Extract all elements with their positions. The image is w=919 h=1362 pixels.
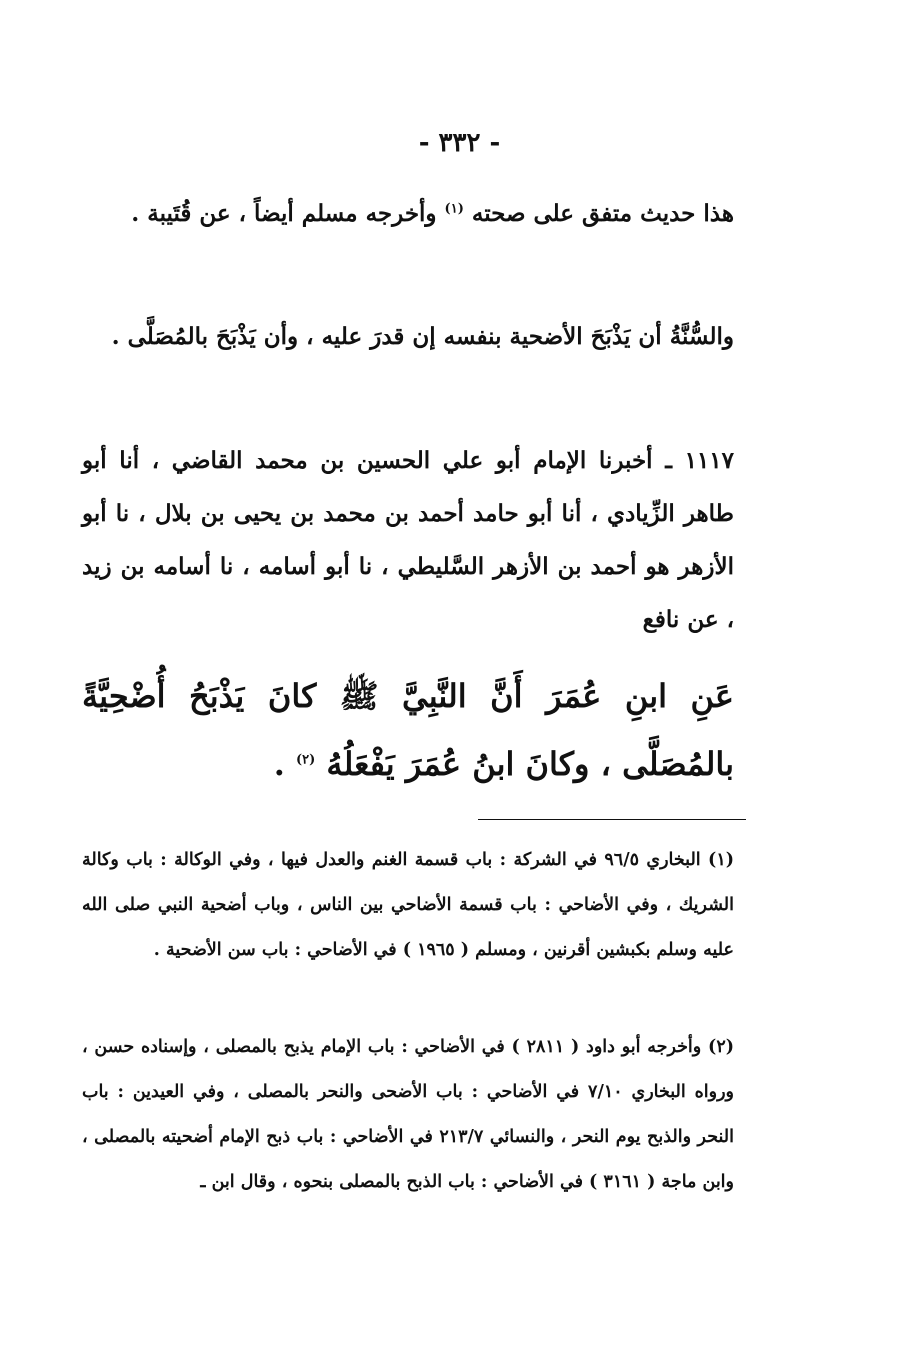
hadith-text: عَنِ ابنِ عُمَرَ أَنَّ النَّبِيَّ ﷺ كانَ يَذْبَحُ أُضْحِيَّةً بالمُصَلَّى ، وكانَ ابنُ عُمَرَ يَفْعَلُهُ xyxy=(82,677,734,783)
footnote-2-text: (٢) وأخرجه أبو داود ( ٢٨١١ ) في الأضاحي : باب الإمام يذبح بالمصلى ، وإسناده حسن ، ورواه البخاري ٧/١٠ في الأضاحي : باب الأضحى والنحر بالمصلى ، وفي العيدين : باب النحر والذبح يوم النحر ، والنسائي ٢١٣/٧ في الأضاحي : باب ذبح الإمام أضحيته بالمصلى ، وابن ماجة ( ٣١٦١ ) في الأضاحي : باب الذبح بالمصلى بنحوه ، وقال ابن ـ xyxy=(82,1037,735,1192)
paragraph-sunnah xyxy=(82,306,734,368)
paragraph-hadith-note xyxy=(82,186,734,241)
footnote-1 xyxy=(82,838,734,973)
footnote-2 xyxy=(82,1025,734,1205)
footnote-marker-1: (١) xyxy=(444,201,464,217)
paragraph-3-text: ١١١٧ ـ أخبرنا الإمام أبو علي الحسين بن محمد القاضي ، أنا أبو طاهر الزِّيادي ، أنا أبو حامد أحمد بن محمد بن يحيى بن بلال ، نا أبو الأزهر هو أحمد بن الأزهر السَّليطي ، نا أبو أسامه ، نا أسامه بن زيد ، عن نافع xyxy=(82,447,734,633)
hadith-text-block xyxy=(82,662,734,798)
page-number: - ٣٣٢ - xyxy=(418,128,501,158)
footnote-divider xyxy=(478,819,746,820)
footnote-marker-2: (٢) xyxy=(295,752,316,768)
hadith-end: . xyxy=(273,745,285,783)
paragraph-1-text: هذا حديث متفق على صحته xyxy=(471,200,734,227)
paragraph-2-text: والسُّنَّةُ أن يَذْبَحَ الأضحية بنفسه إن قدرَ عليه ، وأن يَذْبَحَ بالمُصَلَّى . xyxy=(111,323,734,350)
paragraph-1-text-after: وأخرجه مسلم أيضاً ، عن قُتَيبة . xyxy=(131,200,437,227)
paragraph-isnad xyxy=(82,434,734,646)
footnote-1-text: (١) البخاري ٩٦/٥ في الشركة : باب قسمة الغنم والعدل فيها ، وفي الوكالة : باب وكالة الشريك ، وفي الأضاحي : باب قسمة الأضاحي بين الناس ، وباب أضحية النبي صلى الله عليه وسلم بكبشين أقرنين ، ومسلم ( ١٩٦٥ ) في الأضاحي : باب سن الأضحية . xyxy=(82,850,734,960)
